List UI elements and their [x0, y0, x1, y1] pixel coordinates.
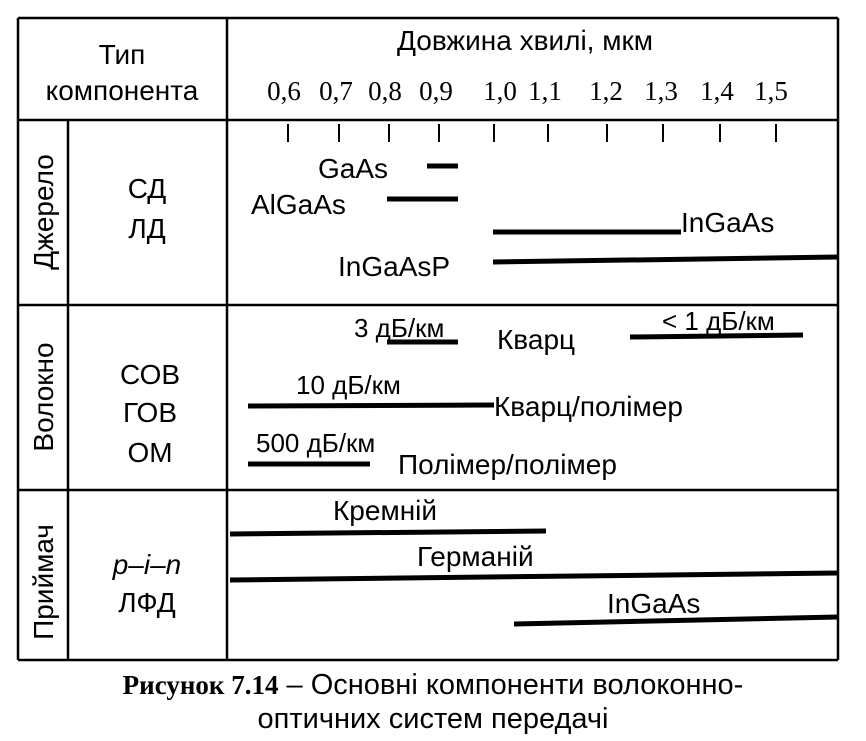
label-quartz-polymer: Кварц/полімер: [494, 391, 683, 422]
bar-label-500db: 500 дБ/км: [256, 428, 376, 458]
tick-label-1-4: 1,4: [700, 76, 734, 106]
type-ld: ЛД: [128, 213, 166, 244]
tick-marks: [288, 124, 776, 142]
figure-caption: [0, 668, 866, 736]
bar-label-ingaasp: InGaAsP: [338, 251, 451, 282]
bar-label-silicon: Кремній: [333, 495, 438, 526]
tick-labels: [267, 76, 788, 106]
source-bars: [251, 153, 838, 282]
tick-label-1-5: 1,5: [754, 76, 788, 106]
bar-label-gaas: GaAs: [318, 153, 389, 184]
bar-label-ingaas-receiver: InGaAs: [607, 588, 701, 619]
label-polymer-polymer: Полімер/полімер: [398, 449, 617, 480]
bar-quartz-polymer: [248, 405, 494, 406]
receiver-bars: [230, 495, 838, 624]
type-led: СД: [127, 173, 167, 204]
tick-label-0-7: 0,7: [319, 76, 353, 106]
bar-label-ingaas-source: InGaAs: [681, 207, 775, 238]
label-quartz: Кварц: [497, 324, 576, 355]
tick-label-0-9: 0,9: [419, 76, 453, 106]
bar-label-10db: 10 дБ/км: [296, 370, 401, 400]
tick-label-1-0: 1,0: [483, 76, 517, 106]
type-header-line2: компонента: [45, 75, 199, 106]
wavelength-header: Довжина хвилі, мкм: [397, 25, 653, 56]
bar-silicon: [230, 531, 546, 534]
fiber-bars: [248, 306, 803, 480]
bar-germanium: [230, 573, 838, 580]
tick-label-1-2: 1,2: [589, 76, 623, 106]
type-sov: СОВ: [119, 359, 181, 390]
tick-label-1-3: 1,3: [644, 76, 678, 106]
category-source: Джерело: [28, 154, 59, 270]
type-gov: ГОВ: [122, 397, 178, 428]
type-pin: p–i–n: [112, 549, 182, 580]
type-om: ОМ: [127, 437, 173, 468]
caption-lead: Рисунок 7.14: [122, 670, 279, 700]
type-header-line1: Тип: [98, 39, 146, 70]
bar-label-germanium: Германій: [417, 541, 534, 572]
tick-label-0-8: 0,8: [368, 76, 402, 106]
bar-ingaasp: [493, 257, 838, 262]
type-apd: ЛФД: [118, 587, 176, 618]
category-receiver: Приймач: [28, 524, 59, 640]
caption-line1: – Основні компоненти волоконно-: [278, 669, 744, 701]
bar-label-lt1db: < 1 дБ/км: [662, 306, 775, 336]
tick-label-1-1: 1,1: [528, 76, 562, 106]
tick-label-0-6: 0,6: [267, 76, 301, 106]
bar-label-3db: 3 дБ/км: [354, 313, 445, 343]
category-fiber: Волокно: [28, 342, 59, 452]
caption-line2: оптичних систем передачі: [257, 703, 609, 735]
bar-label-algaas: AlGaAs: [251, 189, 346, 220]
